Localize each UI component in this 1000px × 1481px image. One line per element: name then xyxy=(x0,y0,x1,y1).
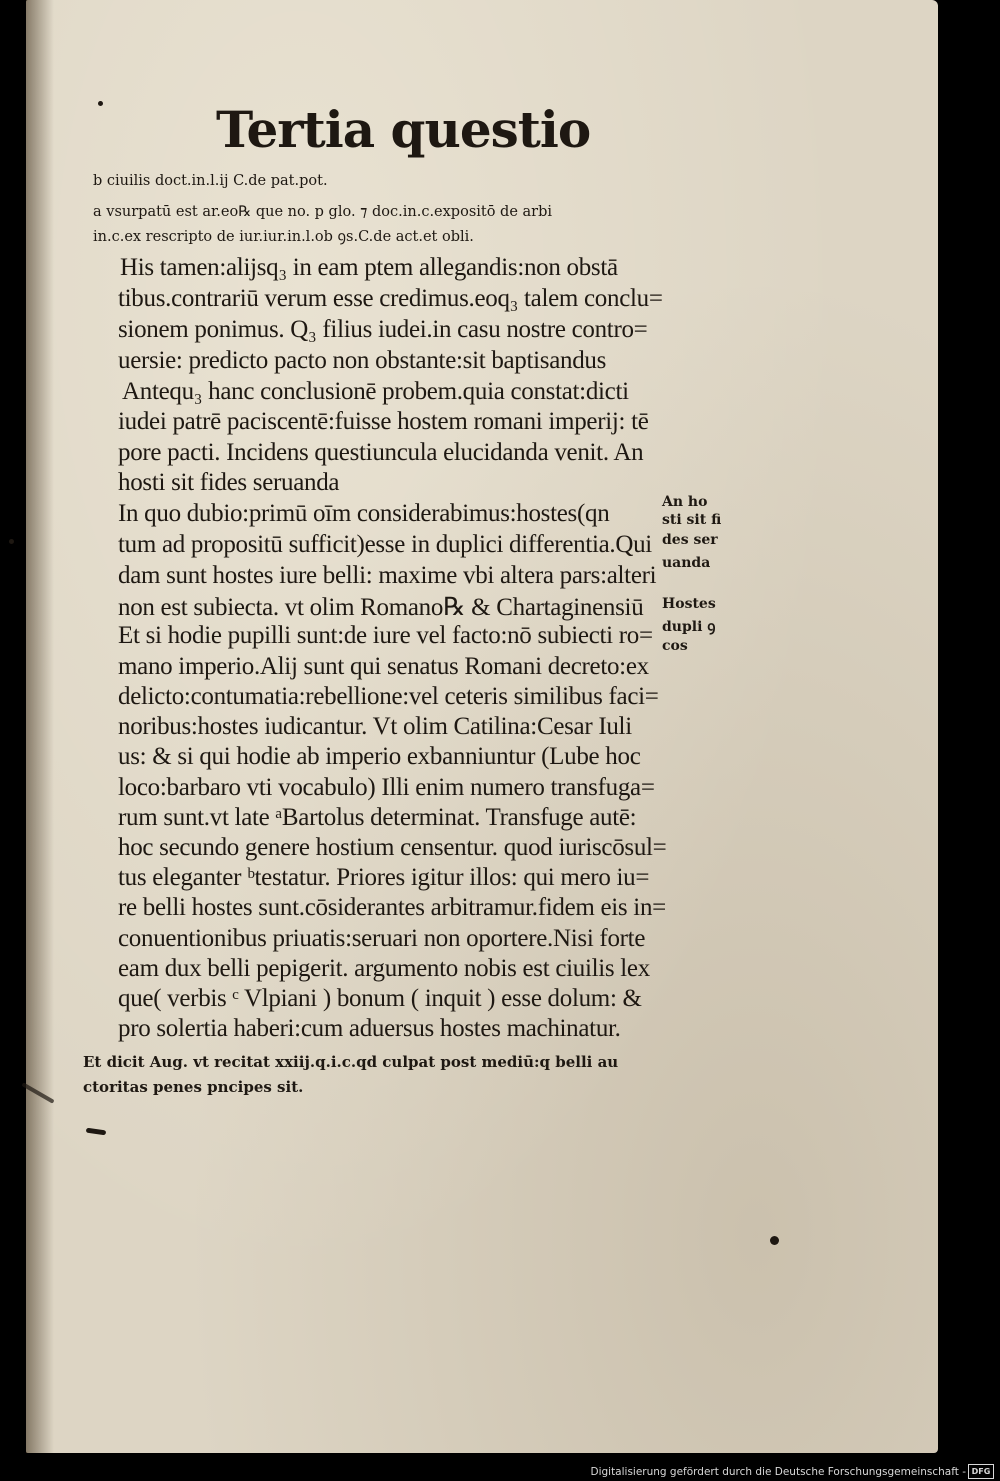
marginal-note: Hostes xyxy=(662,596,716,612)
text-line: loco:barbaro vti vocabulo) Illi enim numero transfuga= xyxy=(118,774,655,801)
text-line: re belli hostes sunt.cōsiderantes arbitramur.fidem eis in= xyxy=(118,894,666,921)
ink-dot xyxy=(98,101,103,106)
dfg-logo: DFG xyxy=(968,1464,994,1479)
text-line: hoc secundo genere hostium censentur. quod iuriscōsul= xyxy=(118,834,667,861)
ink-dot xyxy=(770,1236,779,1245)
footnote-line: Et dicit Aug. vt recitat xxiij.q.i.c.qd culpat post mediū:q belli au xyxy=(83,1053,619,1071)
reference-line: b ciuilis doct.in.l.ij C.de pat.pot. xyxy=(93,173,328,189)
marginal-note: An ho xyxy=(662,494,708,510)
text-line: tus eleganter ᵇtestatur. Priores igitur illos: qui mero iu= xyxy=(118,864,650,891)
text-line: us: & si qui hodie ab imperio exbanniuntur (Lube hoc xyxy=(118,743,641,770)
page-gutter-shadow xyxy=(26,0,54,1453)
text-line: rum sunt.vt late ᵃBartolus determinat. Transfuge autē: xyxy=(118,804,637,831)
reference-line: a vsurpatū est ar.eo℞ que no. p glo. ⁊ doc.in.c.expositō de arbi xyxy=(93,204,553,220)
text-line: pore pacti. Incidens questiuncula elucidanda venit. An xyxy=(118,439,644,466)
funding-credit: Digitalisierung gefördert durch die Deutsche Forschungsgemeinschaft - xyxy=(590,1466,966,1478)
text-line: iudei patrē paciscentē:fuisse hostem romani imperij: tē xyxy=(118,408,649,435)
text-line: noribus:hostes iudicantur. Vt olim Catilina:Cesar Iuli xyxy=(118,713,632,740)
text-line: mano imperio.Alij sunt qui senatus Romani decreto:ex xyxy=(118,653,649,680)
page-heading: Tertia questio xyxy=(216,100,591,159)
text-line: tibus.contrariū verum esse credimus.eoq₃ talem conclu= xyxy=(118,285,663,312)
reference-line: in.c.ex rescripto de iur.iur.in.l.ob ꝯs.C.de act.et obli. xyxy=(93,229,474,245)
text-line: Et si hodie pupilli sunt:de iure vel facto:nō subiecti ro= xyxy=(118,622,653,649)
text-line: conuentionibus priuatis:seruari non oportere.Nisi forte xyxy=(118,925,646,952)
text-line: non est subiecta. vt olim Romano℞ & Chartaginensiū xyxy=(118,594,644,621)
text-line: His tamen:alijsq₃ in eam ptem allegandis:non obstā xyxy=(120,254,618,281)
footnote-line: ctoritas penes pncipes sit. xyxy=(83,1078,304,1096)
marginal-note: sti sit fi xyxy=(662,512,722,528)
text-line: dam sunt hostes iure belli: maxime vbi altera pars:alteri xyxy=(118,562,657,589)
text-line: delicto:contumatia:rebellione:vel ceteris similibus faci= xyxy=(118,683,659,710)
text-line: pro solertia haberi:cum aduersus hostes machinatur. xyxy=(118,1015,621,1042)
text-line: tum ad propositū sufficit)esse in duplici differentia.Qui xyxy=(118,531,652,558)
text-line: eam dux belli pepigerit. argumento nobis est ciuilis lex xyxy=(118,955,650,982)
text-line: hosti sit fides seruanda xyxy=(118,469,340,496)
marginal-note: uanda xyxy=(662,555,711,571)
marginal-note: dupli ꝯ xyxy=(662,619,716,635)
marginal-note: des ser xyxy=(662,532,718,548)
text-line: que( verbis ᶜ Vlpiani ) bonum ( inquit ) esse dolum: & xyxy=(118,985,642,1012)
ink-dot xyxy=(9,539,14,544)
text-line: In quo dubio:primū oīm considerabimus:hostes(qn xyxy=(118,500,610,527)
marginal-note: cos xyxy=(662,638,688,654)
text-line: uersie: predicto pacto non obstante:sit baptisandus xyxy=(118,347,607,374)
text-line: sionem ponimus. Q₃ filius iudei.in casu nostre contro= xyxy=(118,316,648,343)
text-line: Antequ₃ hanc conclusionē probem.quia constat:dicti xyxy=(122,378,629,405)
